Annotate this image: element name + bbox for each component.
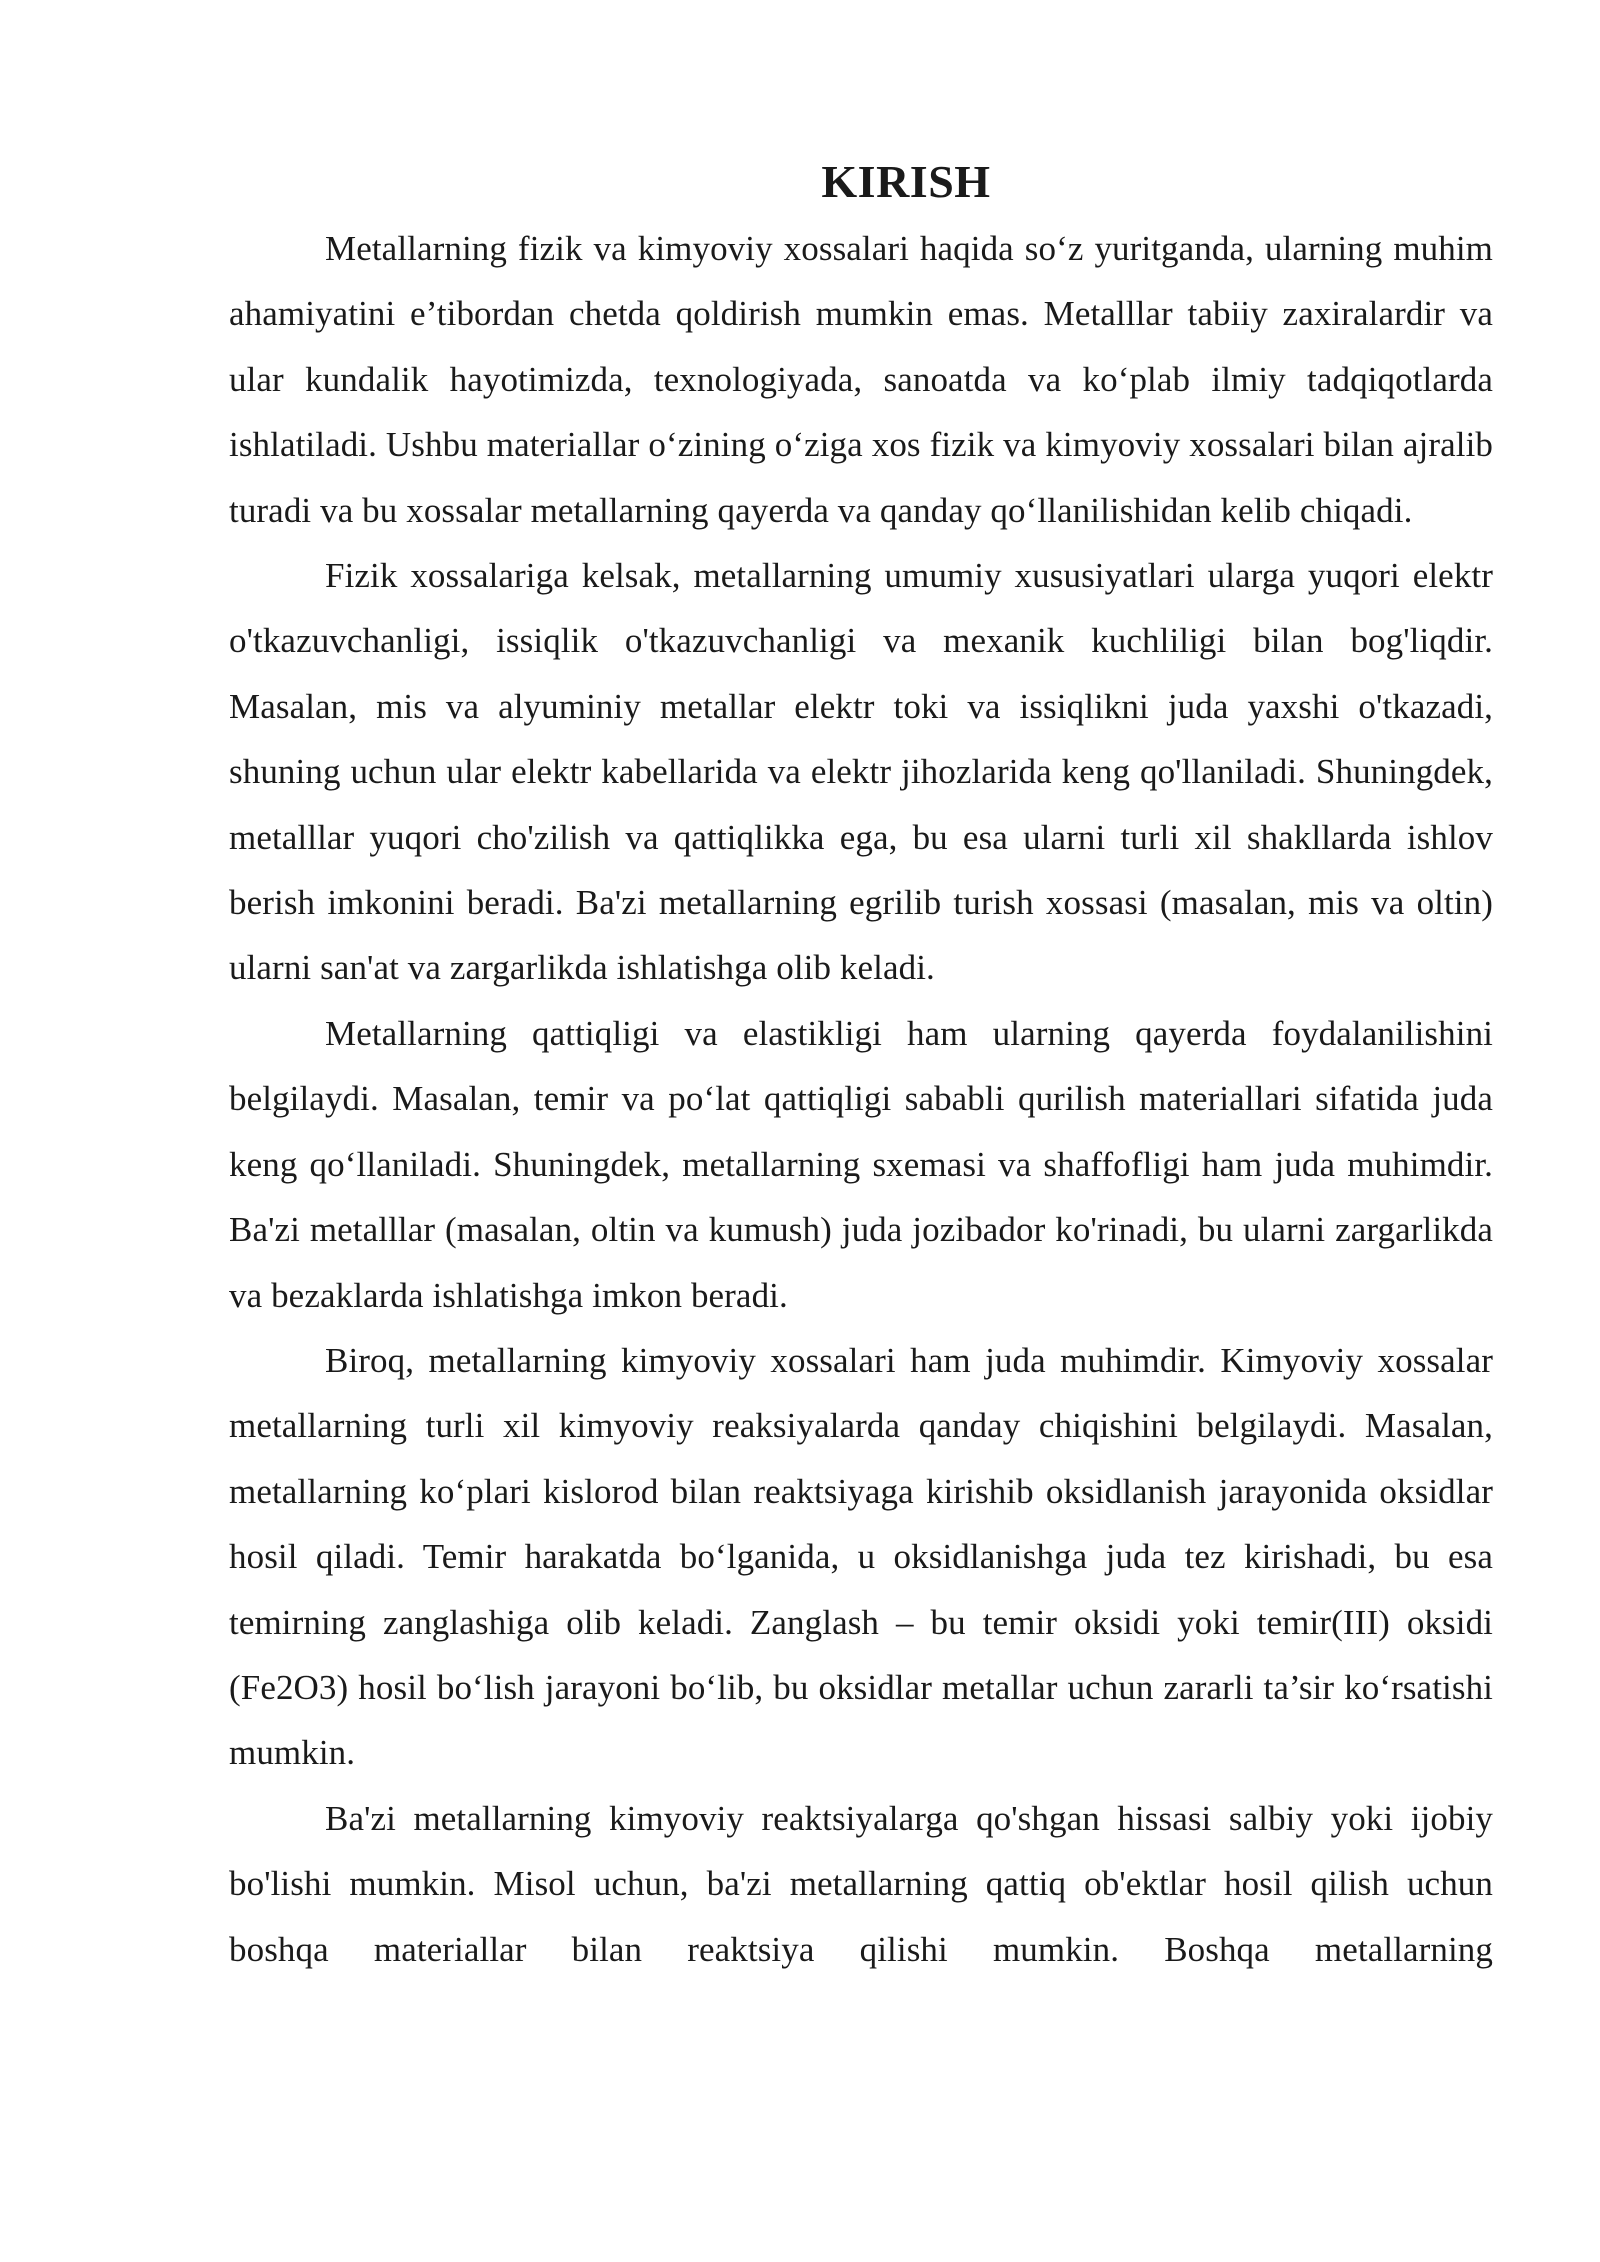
page-title: KIRISH	[821, 156, 991, 207]
document-body	[229, 148, 1493, 1982]
paragraph-2: Fizik xossalariga kelsak, metallarning umumiy xususiyatlari ularga yuqori elektr o'tkazuvchanligi, issiqlik o'tkazuvchanligi va mexanik kuchliligi bilan bog'liqdir. Masalan, mis va alyuminiy metallar elektr toki va issiqlikni juda yaxshi o'tkazadi, shuning uchun ular elektr kabellarida va elektr jihozlarida keng qo'llaniladi. Shuningdek, metalllar yuqori cho'zilish va qattiqlikka ega, bu esa ularni turli xil shakllarda ishlov berish imkonini beradi. Ba'zi metallarning egrilib turish xossasi (masalan, mis va oltin) ularni san'at va zargarlikda ishlatishga olib keladi.	[229, 556, 1493, 988]
paragraph-5: Ba'zi metallarning kimyoviy reaktsiyalarga qo'shgan hissasi salbiy yoki ijobiy bo'lishi mumkin. Misol uchun, ba'zi metallarning qattiq ob'ektlar hosil qilish uchun boshqa materiallar bilan reaktsiya qilishi mumkin. Boshqa metallarning	[229, 1798, 1493, 1969]
paragraph-3: Metallarning qattiqligi va elastikligi ham ularning qayerda foydalanilishini belgilaydi. Masalan, temir va po‘lat qattiqligi sababli qurilish materiallari sifatida juda keng qo‘llaniladi. Shuningdek, metallarning sxemasi va shaffofligi ham juda muhimdir. Ba'zi metalllar (masalan, oltin va kumush) juda jozibador ko'rinadi, bu ularni zargarlikda va bezaklarda ishlatishga imkon beradi.	[229, 1013, 1493, 1315]
paragraph-1: Metallarning fizik va kimyoviy xossalari haqida so‘z yuritganda, ularning muhim ahamiyatini e’tibordan chetda qoldirish mumkin emas. Metalllar tabiiy zaxiralardir va ular kundalik hayotimizda, texnologiyada, sanoatda va ko‘plab ilmiy tadqiqotlarda ishlatiladi. Ushbu materiallar o‘zining o‘ziga xos fizik va kimyoviy xossalari bilan ajralib turadi va bu xossalar metallarning qayerda va qanday qo‘llanilishidan kelib chiqadi.	[229, 229, 1493, 530]
paragraph-4: Biroq, metallarning kimyoviy xossalari ham juda muhimdir. Kimyoviy xossalar metallarning turli xil kimyoviy reaksiyalarda qanday chiqishini belgilaydi. Masalan, metallarning ko‘plari kislorod bilan reaktsiyaga kirishib oksidlanish jarayonida oksidlar hosil qiladi. Temir harakatda bo‘lganida, u oksidlanishga juda tez kirishadi, bu esa temirning zanglashiga olib keladi. Zanglash – bu temir oksidi yoki temir(III) oksidi (Fe2O3) hosil bo‘lish jarayoni bo‘lib, bu oksidlar metallar uchun zararli ta’sir ko‘rsatishi mumkin.	[229, 1340, 1493, 1773]
